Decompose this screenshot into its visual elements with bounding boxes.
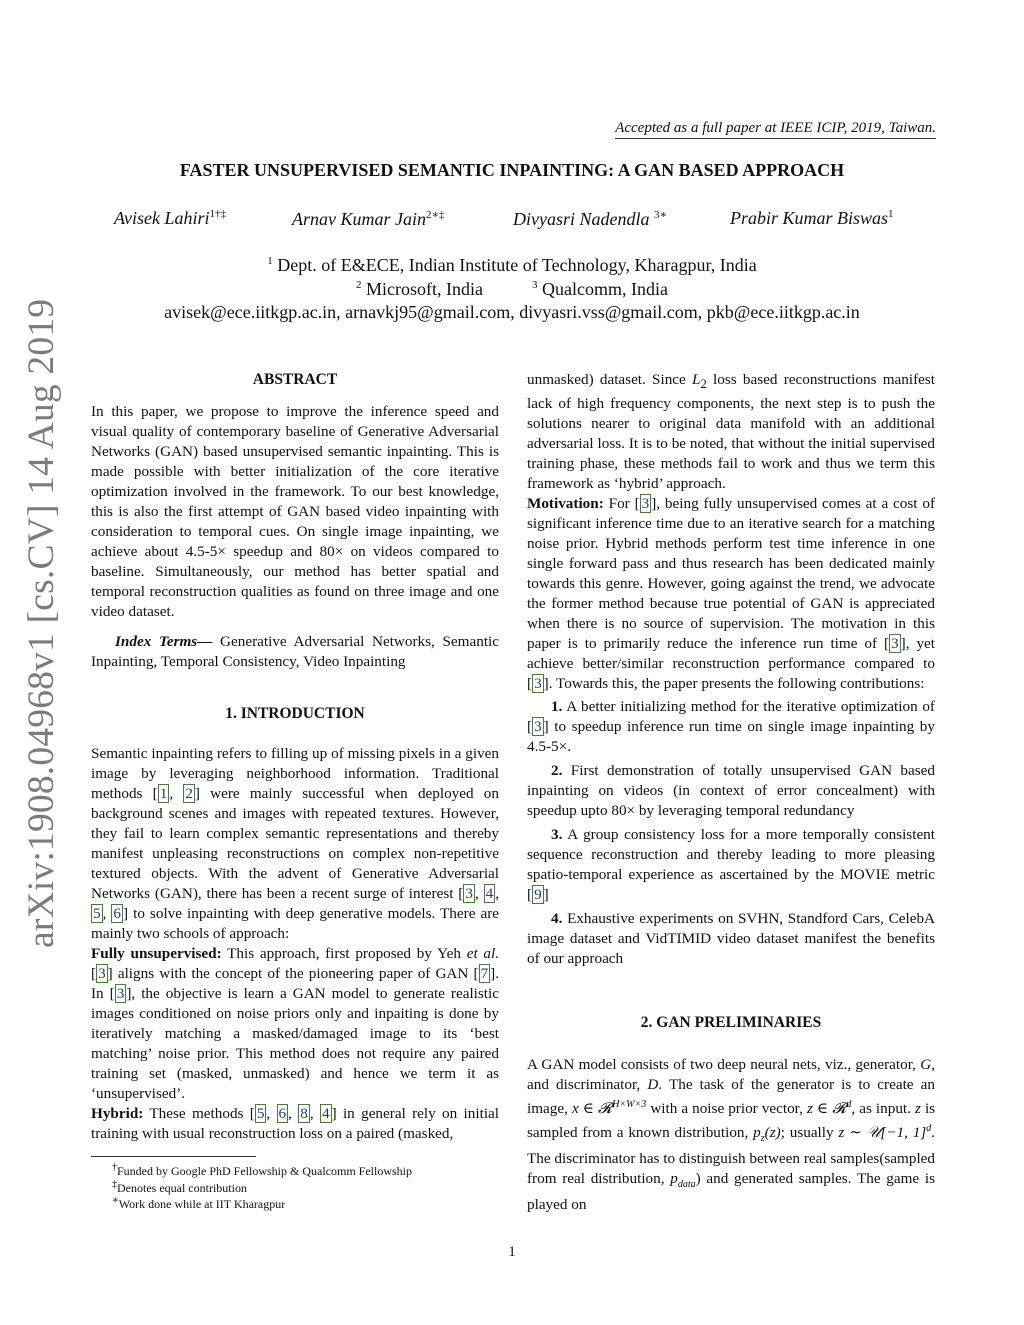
intro-text: These methods [ bbox=[149, 1105, 255, 1122]
math-symbol: (z) bbox=[764, 1124, 781, 1142]
math-superscript: H×W×3 bbox=[612, 1099, 647, 1111]
math-expression: x ∈ 𝓡 bbox=[571, 1100, 613, 1118]
intro-text: Semantic inpainting refers to filling up of missing pixels in a given image by leveraging neighborhood information. Traditional methods [ bbox=[91, 745, 499, 802]
body-text: unmasked) dataset. Since bbox=[527, 371, 686, 388]
citation-link[interactable]: 2 bbox=[185, 785, 193, 802]
acceptance-note: Accepted as a full paper at IEEE ICIP, 2019, Taiwan. bbox=[615, 120, 936, 139]
hybrid-continued-paragraph bbox=[527, 370, 935, 494]
math-subscript: z bbox=[760, 1133, 765, 1145]
affiliation-1 bbox=[0, 255, 1024, 276]
citation-link[interactable]: 3 bbox=[891, 635, 899, 653]
footnote-text: Denotes equal contribution bbox=[117, 1181, 247, 1195]
body-text: Exhaustive experiments on SVHN, Standford Cars, CelebA image dataset and VidTIMID video dataset manifest the benefits of our approach bbox=[527, 910, 936, 968]
fully-unsupervised-paragraph: Fully unsupervised: This approach, first proposed by Yeh et al. [ 3 ] aligns with the concept of the pioneering paper of GAN [ 7 ]. In [ 3 ], the objective is learn a GAN model to generate realistic images conditioned on noise priors only and inpaiting is done by iteratively matching a masked/damaged image to its ‘best matching’ noise prior. This method does not require any paired training set (masked, unmasked) and hence we term it as ‘unsupervised’. bbox=[91, 945, 500, 1102]
contribution-number: 3. bbox=[551, 826, 563, 844]
citation-link[interactable]: 3 bbox=[534, 675, 542, 693]
math-symbol: z bbox=[914, 1100, 921, 1118]
affiliation-mark: 2 bbox=[356, 279, 362, 291]
paragraph-label: Hybrid: bbox=[91, 1105, 144, 1122]
author-list bbox=[0, 208, 1024, 232]
math-symbol: D bbox=[647, 1076, 659, 1094]
index-terms bbox=[91, 632, 499, 672]
citation-link[interactable]: 3 bbox=[465, 885, 473, 902]
author-marks: 1†‡ bbox=[209, 208, 226, 220]
intro-text: , the objective is learn a GAN model to generate realistic images conditioned on noise priors only and inpaiting is done by iteratively matching a masked/damaged image to its ‘best matching’ noise prior. This method does not require any paired training set (masked, unmasked) and hence we term it as ‘unsupervised’. bbox=[91, 985, 499, 1102]
contribution-number: 1. bbox=[551, 698, 563, 716]
citation-link[interactable]: 9 bbox=[534, 886, 542, 904]
intro-text: ] were mainly successful when deployed on background scenes and images with repeated textures. However, they fail to learn complex semantic representations and thereby manifest unpleasing reconstructions on complex non-repetitive textured objects. With the advent of Generative Adversarial Networks (GAN), there has been a recent surge of interest [ bbox=[91, 785, 499, 902]
intro-text: ] to solve inpainting with deep generative models. There are mainly two schools of approach: bbox=[91, 905, 499, 942]
affiliation-mark: 1 bbox=[267, 255, 273, 267]
paragraph-label: Fully unsupervised: bbox=[91, 945, 222, 962]
math-superscript: d bbox=[926, 1123, 932, 1135]
author-name: Avisek Lahiri bbox=[114, 208, 210, 228]
abstract-heading: ABSTRACT bbox=[252, 371, 338, 388]
contribution-number: 4. bbox=[551, 910, 563, 928]
math-subscript: 2 bbox=[700, 377, 707, 392]
math-symbol: L bbox=[692, 371, 701, 388]
body-text: , yet achieve better/similar reconstruction performance compared to bbox=[527, 635, 935, 673]
author-name: Prabir Kumar Biswas bbox=[730, 208, 889, 228]
motivation-paragraph: Motivation: For [ 3 ], being fully unsupervised comes at a cost of significant inference time due to an iterative search for a matching noise prior. Hybrid methods perform test time inference in one single forward pass and thus research has been dedicated mainly towards this genre. However, going against the trend, we advocate the former method because true potential of GAN is appreciated when there is no source of supervision. The motivation in this paper is to primarily reduce the inference run time of [ 3 ], yet achieve better/similar reconstruction performance compared to [ 3 ]. Towards this, the paper presents the following contributions: bbox=[527, 495, 936, 693]
contribution-4 bbox=[527, 909, 935, 969]
citation-link[interactable]: 3 bbox=[98, 965, 106, 982]
math-symbol: p bbox=[670, 1170, 678, 1188]
intro-text: et al. bbox=[466, 945, 500, 962]
page-number: 1 bbox=[508, 1244, 516, 1260]
body-text: ) and generated samples. The game is played on bbox=[527, 1170, 936, 1214]
index-terms-label: Index Terms— bbox=[115, 633, 213, 650]
body-text: , being fully unsupervised comes at a cost of significant inference time due to an iterative search for a matching noise prior. Hybrid methods perform test time inference in one single forward pass and thus research has been dedicated mainly towards this genre. However, going against the trend, we advocate the former method because true potential of GAN is appreciated when there is no source of supervision. The motivation in this paper is to primarily reduce the inference run time of bbox=[527, 495, 936, 653]
intro-paragraph: Semantic inpainting refers to filling up of missing pixels in a given image by leveraging neighborhood information. Traditional methods [ 1 , 2 ] were mainly successful when deployed on background scenes and images with repeated textures. However, they fail to learn complex semantic representations and thereby manifest unpleasing reconstructions on complex non-repetitive textured objects. With the advent of Generative Adversarial Networks (GAN), there has been a recent surge of interest [ 3 , 4 , 5 , 6 ] to solve inpainting with deep generative models. There are mainly two schools of approach: bbox=[91, 745, 499, 942]
footnote-1 bbox=[112, 1162, 412, 1179]
math-expression: z ∈ 𝓡 bbox=[806, 1100, 847, 1118]
author-marks: 2∗‡ bbox=[426, 209, 445, 221]
body-text: is sampled from a known distribution, bbox=[527, 1100, 936, 1142]
contribution-2 bbox=[527, 761, 935, 821]
citation-link[interactable]: 3 bbox=[641, 495, 650, 513]
body-text: For bbox=[608, 495, 630, 513]
body-text: . The task of the generator is to create an image, bbox=[527, 1076, 935, 1118]
affiliation-2 bbox=[0, 279, 1024, 300]
author-name: Divyasri Nadendla bbox=[513, 209, 650, 229]
body-text: ; usually bbox=[780, 1124, 834, 1142]
footnote-2 bbox=[112, 1179, 247, 1196]
math-superscript: d bbox=[846, 1099, 852, 1111]
author-3 bbox=[513, 208, 667, 230]
citation-link[interactable]: 5 bbox=[256, 1105, 265, 1122]
body-text: loss based reconstructions manifest lack of high frequency components, the next step is to push the solutions nearer to original data manifold with an additional adversarial loss. It is to be noted, that without the initial supervised training phase, these methods fail to work and thus we term this framework as ‘hybrid’ approach. bbox=[527, 371, 936, 493]
hybrid-paragraph: Hybrid: These methods [ 5 , 6 , 8 , 4 ] in general rely on initial training with usual reconstruction loss on a paired (masked, bbox=[91, 1105, 499, 1142]
author-name: Arnav Kumar Jain bbox=[292, 209, 426, 229]
affiliation-text: Dept. of E&ECE, Indian Institute of Technology, Kharagpur, India bbox=[277, 255, 757, 275]
paper-title: FASTER UNSUPERVISED SEMANTIC INPAINTING: A GAN BASED APPROACH bbox=[179, 160, 845, 180]
citation-link[interactable]: 6 bbox=[278, 1105, 287, 1122]
body-text: . Towards this, the paper presents the following contributions: bbox=[548, 675, 925, 693]
body-text: , and discriminator, bbox=[527, 1056, 936, 1094]
body-text: with a noise prior vector, bbox=[650, 1100, 803, 1118]
body-text: , as input. bbox=[851, 1100, 911, 1118]
citation-link[interactable]: 7 bbox=[480, 965, 489, 982]
body-text: A group consistency loss for a more temporally consistent sequence reconstruction and thereby leading to more pleasing spatio-temporal experience as ascertained by the MOVIE metric bbox=[527, 826, 935, 884]
footnote-text: Work done while at IIT Kharagpur bbox=[118, 1197, 286, 1211]
affiliation-mark: 3 bbox=[532, 279, 538, 291]
math-subscript: data bbox=[677, 1179, 696, 1191]
index-terms-text: Generative Adversarial Networks, Semantic Inpainting, Temporal Consistency, Video Inpainting bbox=[91, 633, 499, 670]
footnote-mark: ‡ bbox=[112, 1179, 117, 1190]
citation-link[interactable]: 6 bbox=[113, 905, 122, 922]
math-symbol: p bbox=[753, 1124, 761, 1142]
footnote-rule bbox=[91, 1156, 256, 1157]
footnote-mark: † bbox=[112, 1162, 117, 1173]
citation-link[interactable]: 1 bbox=[159, 785, 168, 802]
body-text: First demonstration of totally unsupervised GAN based inpainting on videos (in context of error concealment) with speedup upto 80× by leveraging temporal redundancy bbox=[527, 762, 936, 820]
body-text: to speedup inference run time on single image inpainting by 4.5-5×. bbox=[527, 718, 935, 756]
intro-text: ] in general rely on initial training with usual reconstruction loss on a paired (masked, bbox=[91, 1105, 499, 1142]
affiliation-text: Qualcomm, India bbox=[542, 279, 668, 299]
intro-text: aligns with the concept of the pioneering paper of GAN bbox=[117, 965, 469, 982]
body-text: A better initializing method for the iterative optimization of bbox=[566, 698, 935, 716]
math-symbol: G bbox=[920, 1056, 932, 1074]
citation-link[interactable]: 4 bbox=[321, 1105, 330, 1122]
body-text: A GAN model consists of two deep neural nets, viz., generator, bbox=[527, 1056, 916, 1074]
footnote-text: Funded by Google PhD Fellowship & Qualcomm Fellowship bbox=[117, 1164, 412, 1178]
gan-preliminaries-heading: 2. GAN PRELIMINARIES bbox=[640, 1014, 822, 1032]
contribution-number: 2. bbox=[551, 762, 563, 780]
footnote-mark: ∗ bbox=[112, 1195, 119, 1206]
author-marks: 1 bbox=[888, 208, 894, 220]
gan-paragraph bbox=[527, 1055, 935, 1215]
intro-text: . In bbox=[91, 965, 500, 1002]
citation-link[interactable]: 3 bbox=[534, 718, 542, 736]
author-2 bbox=[292, 208, 444, 230]
math-expression: z ∼ 𝒰[−1, 1] bbox=[838, 1124, 927, 1142]
citation-link[interactable]: 4 bbox=[485, 885, 494, 902]
paragraph-label: Motivation: bbox=[527, 495, 604, 513]
author-1 bbox=[114, 208, 226, 229]
affiliation-text: Microsoft, India bbox=[366, 279, 483, 299]
intro-text: This approach, first proposed by Yeh bbox=[227, 945, 461, 962]
footnote-3 bbox=[112, 1195, 285, 1212]
citation-link[interactable]: 5 bbox=[93, 905, 101, 922]
right-column bbox=[527, 370, 935, 1215]
intro-heading: 1. INTRODUCTION bbox=[225, 705, 365, 722]
arxiv-stamp: arXiv:1908.04968v1 [cs.CV] 14 Aug 2019 bbox=[21, 298, 62, 948]
contribution-1: 1. A better initializing method for the iterative optimization of [ 3 ] to speedup inference run time on single image inpainting by 4.5-5×. bbox=[527, 698, 935, 756]
abstract-text: In this paper, we propose to improve the inference speed and visual quality of contemporary baseline of Generative Adversarial Networks (GAN) based unsupervised semantic inpainting. This is made possible with better initialization of the core iterative optimization involved in the framework. To our best knowledge, this is also the first attempt of GAN based video inpainting with consideration to temporal cues. On single image inpainting, we achieve about 4.5-5× speedup and 80× on videos compared to baseline. Simultaneously, our method has better spatial and temporal reconstruction qualities as found on three image and one video dataset. bbox=[91, 403, 499, 620]
contribution-3: 3. A group consistency loss for a more temporally consistent sequence reconstruction and thereby leading to more pleasing spatio-temporal experience as ascertained by the MOVIE metric [ 9 ] bbox=[527, 826, 935, 904]
citation-link[interactable]: 3 bbox=[116, 985, 125, 1002]
author-4 bbox=[730, 208, 894, 229]
author-emails: avisek@ece.iitkgp.ac.in, arnavkj95@gmail.com, divyasri.vss@gmail.com, pkb@ece.iitkgp.ac.in bbox=[164, 302, 860, 322]
body-text: . The discriminator has to distinguish between real samples(sampled from real distribution, bbox=[527, 1124, 936, 1188]
citation-link[interactable]: 8 bbox=[300, 1105, 308, 1122]
author-marks: 3∗ bbox=[654, 209, 667, 221]
left-column bbox=[91, 370, 499, 1144]
